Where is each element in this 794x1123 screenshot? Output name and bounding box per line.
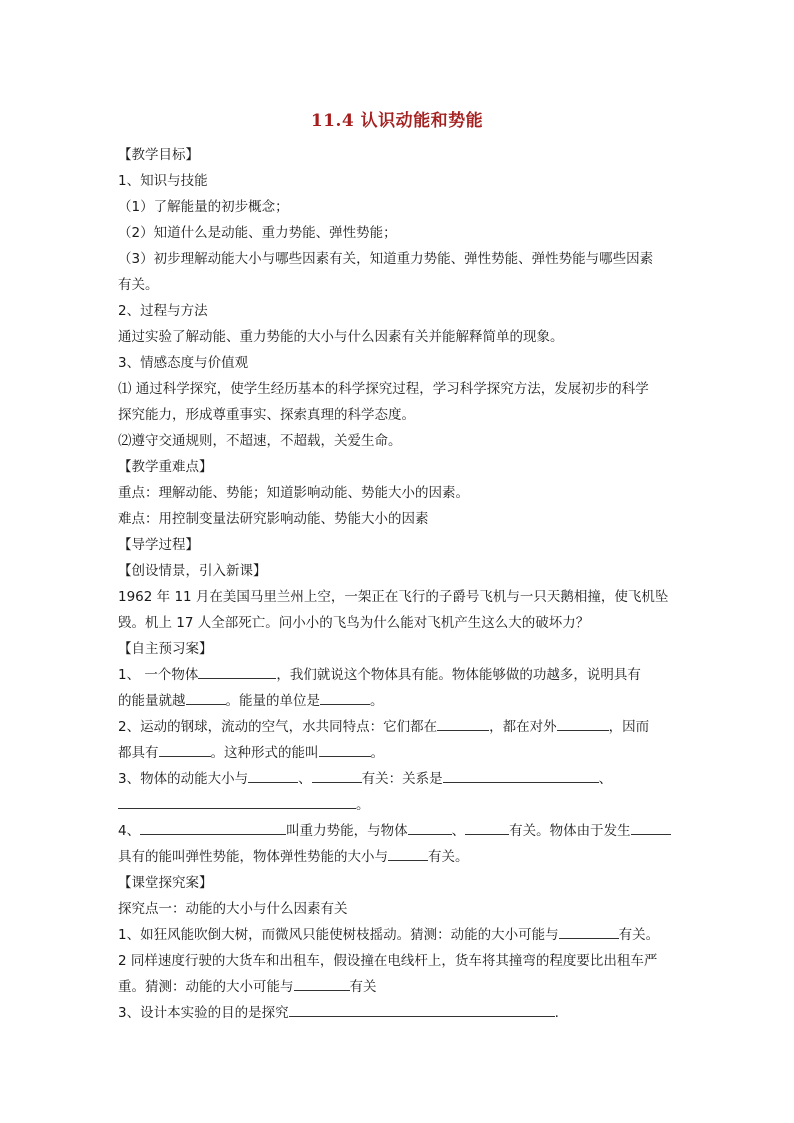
answer-blank[interactable] (140, 819, 286, 835)
scenario-text-line-1: 1962 年 11 月在美国马里兰州上空，一架正在飞行的子爵号飞机与一只天鹅相撞，使飞机坠 (118, 589, 669, 605)
preview-question-3-line-1 (118, 766, 678, 792)
text-segment: 叫重力势能，与物体 (286, 823, 408, 839)
objective-item-3-line-2: 有关。 (118, 277, 159, 293)
process-methods-title: 2、过程与方法 (118, 303, 208, 319)
text-segment: 重。猜测：动能的大小可能与 (118, 979, 294, 995)
preview-question-4-line-1 (118, 818, 678, 844)
objective-item-3-line-1: （3）初步理解动能大小与哪些因素有关，知道重力势能、弹性势能、弹性势能与哪些因素 (118, 251, 654, 267)
text-segment: 有关 (349, 979, 377, 995)
text-segment: 具有的能叫弹性势能，物体弹性势能的大小与 (118, 849, 388, 865)
heading-classroom-inquiry: 【课堂探究案】 (118, 875, 213, 891)
answer-blank[interactable] (443, 767, 599, 783)
text-segment: 。 (370, 745, 384, 761)
text-segment: 、 (298, 771, 312, 787)
attitude-item-1-line-1: ⑴ 通过科学探究，使学生经历基本的科学探究过程，学习科学探究方法，发展初步的科学 (118, 381, 649, 397)
answer-blank[interactable] (248, 767, 298, 783)
objective-item-1: （1）了解能量的初步概念； (118, 199, 289, 215)
text-segment: 1、 一个物体 (118, 667, 199, 683)
answer-blank[interactable] (294, 975, 350, 991)
document-body (118, 142, 678, 1026)
text-segment: 。这种形式的能叫 (210, 745, 319, 761)
scenario-text-line-2: 毁。机上 17 人全部死亡。问小小的飞鸟为什么能对飞机产生这么大的破坏力？ (118, 615, 590, 631)
answer-blank[interactable] (159, 741, 211, 757)
process-methods-text: 通过实验了解动能、重力势能的大小与什么因素有关并能解释简单的现象。 (118, 329, 564, 345)
preview-question-2-line-1 (118, 714, 678, 740)
answer-blank[interactable] (320, 689, 370, 705)
inquiry-item-3 (118, 1000, 678, 1026)
text-segment: ，因而 (608, 719, 650, 735)
inquiry-point-1: 探究点一：动能的大小与什么因素有关 (118, 901, 348, 917)
text-segment: 、 (598, 771, 613, 787)
preview-question-1-line-2 (118, 688, 678, 714)
inquiry-item-2-line-1: 2 同样速度行驶的大货车和出租车，假设撞在电线杆上，货车将其撞弯的程度要比出租车严 (118, 953, 658, 969)
text-segment: 有关：关系是 (361, 771, 443, 787)
answer-blank[interactable] (289, 1001, 555, 1017)
answer-blank[interactable] (118, 793, 356, 809)
page-title: 11.4 认识动能和势能 (310, 111, 484, 131)
text-segment: 有关。 (428, 849, 469, 865)
text-segment: 。 (356, 797, 370, 813)
text-segment: 3、物体的动能大小与 (118, 771, 249, 787)
answer-blank[interactable] (312, 767, 362, 783)
heading-self-preview: 【自主预习案】 (118, 641, 213, 657)
text-segment: ，我们就说这个物体具有能。物体能够做的功越多，说明具有 (276, 667, 641, 683)
text-segment: 4、 (118, 823, 141, 839)
objective-item-2: （2）知道什么是动能、重力势能、弹性势能； (118, 225, 397, 241)
answer-blank[interactable] (559, 923, 619, 939)
text-segment: 。 (370, 693, 384, 709)
text-segment: 1、如狂风能吹倒大树，而微风只能使树枝摇动。猜测：动能的大小可能与 (118, 927, 559, 943)
text-segment: 。能量的单位是 (225, 693, 320, 709)
difficult-point-text: 难点：用控制变量法研究影响动能、势能大小的因素 (118, 511, 429, 527)
text-segment: 都具有 (118, 745, 159, 761)
text-segment: 3、设计本实验的目的是探究 (118, 1005, 289, 1021)
answer-blank[interactable] (388, 845, 428, 861)
text-segment: 的能量就越 (118, 693, 186, 709)
heading-guided-process: 【导学过程】 (118, 537, 199, 553)
heading-key-points: 【教学重难点】 (118, 459, 213, 475)
answer-blank[interactable] (557, 715, 609, 731)
knowledge-skills-title: 1、知识与技能 (118, 173, 208, 189)
text-segment: 有关。物体由于发生 (509, 823, 631, 839)
preview-question-1-line-1 (118, 662, 678, 688)
attitude-item-1-line-2: 探究能力，形成尊重事实、探索真理的科学态度。 (118, 407, 415, 423)
answer-blank[interactable] (319, 741, 371, 757)
inquiry-item-1 (118, 922, 678, 948)
answer-blank[interactable] (186, 689, 226, 705)
answer-blank[interactable] (465, 819, 509, 835)
text-segment: . (554, 1005, 559, 1021)
attitude-values-title: 3、情感态度与价值观 (118, 355, 249, 371)
heading-teaching-objectives: 【教学目标】 (118, 147, 199, 163)
preview-question-2-line-2 (118, 740, 678, 766)
answer-blank[interactable] (408, 819, 452, 835)
key-point-text: 重点：理解动能、势能；知道影响动能、势能大小的因素。 (118, 485, 469, 501)
answer-blank[interactable] (437, 715, 489, 731)
preview-question-3-line-2 (118, 792, 678, 818)
text-segment: 2、运动的钢球，流动的空气，水共同特点：它们都在 (118, 719, 438, 735)
heading-scenario-intro: 【创设情景，引入新课】 (118, 563, 267, 579)
attitude-item-2: ⑵遵守交通规则，不超速，不超载，关爱生命。 (118, 433, 402, 449)
text-segment: 、 (451, 823, 466, 839)
preview-question-4-line-2 (118, 844, 678, 870)
answer-blank[interactable] (198, 663, 276, 679)
inquiry-item-2-line-2 (118, 974, 678, 1000)
text-segment: 有关。 (618, 927, 660, 943)
answer-blank[interactable] (631, 819, 671, 835)
text-segment: ，都在对外 (489, 719, 557, 735)
